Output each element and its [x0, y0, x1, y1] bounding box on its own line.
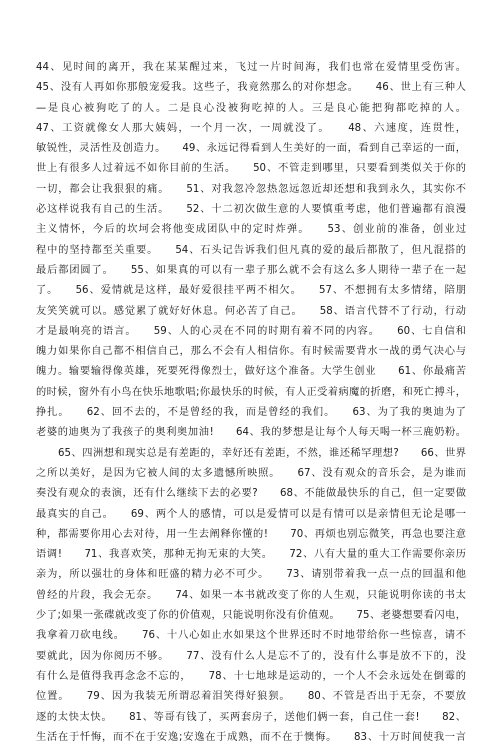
text-line: 45、没有人再如你那般宠爱我。这些子，我竟然那么的对你想念。 46、世上有三种人 [36, 82, 466, 94]
text-line: 65、四洲想和现实总是有差距的，幸好还有差距，不然，谁还稀罕理想? 66、世界 [58, 447, 466, 459]
text-line: 程中的坚持都至关重要。 54、石头记告诉我们但凡真的爱的最后都散了，但凡混搭的 [36, 244, 466, 256]
text-line: 友笑笑就可以。感觉累了就好好休息。何必苦了自己。 58、语言代替不了行动，行动 [36, 305, 466, 317]
text-line: 的时候，窗外有小鸟在快乐地歌唱;你最快乐的时候，有人正受着病魔的折磨，和死亡搏斗， [36, 386, 466, 398]
text-line: 敏锐性，灵活性及创造力。 49、永远记得看到人生美好的一面，看到自己幸运的一面， [36, 143, 466, 155]
document-body [36, 58, 466, 748]
text-line: 位置。 79、因为我装无所谓忍着泪笑得好狼狈。 80、不管是否出于无奈，不要放 [36, 691, 466, 703]
text-line: 47、工资就像女人那大姨妈，一个月一次，一周就没了。 48、六速度，连贯性， [36, 122, 466, 134]
text-line: 挣扎。 62、回不去的，不是曾经的我，而是曾经的我们。 63、为了我的奥迪为了 [36, 407, 466, 419]
text-line: 了。 56、爱情就是这样，最好爱很挂平两不相欠。 57、不想拥有太多情绪，陪朋 [36, 285, 466, 297]
text-line: 要就此，因为你阅历不够。 77、没有什么人是忘不了的，没有什么事是放不下的，没 [36, 650, 466, 662]
text-line: 必这样说我有自己的生活。 52、十二初次做生意的人要慎重考虑，他们普遍都有浪漫 [36, 204, 466, 216]
text-line: 44、见时间的离开，我在某某醒过来，飞过一片时间海，我们也常在爱情里受伤害。 [36, 62, 466, 73]
text-line: 我拿着刀砍电线。 76、十八心如止水如果这个世界还时不时地带给你一些惊喜，请不 [36, 630, 466, 642]
text-line: 一切，都会让我狠狠的痛。 51、对我忽冷忽热忽远忽近却还想和我到永久，其实你不 [36, 183, 466, 195]
text-line: 曾经的片段，我会无奈。 74、如果一本书就改变了你的人生观，只能说明你读的书太 [36, 589, 466, 601]
text-line: 老婆的迪奥为了我孩子的奥利奥加油! 64、我的梦想是让每个人每天喝一杯三鹿奶粉。 [36, 427, 466, 439]
text-line: 亲为，所以强壮的身体和旺盛的精力必不可少。 73、请别带着我一点一点的回温和他 [36, 569, 466, 581]
text-line: 才是最响亮的语言。 59、人的心灵在不同的时期有着不同的内容。 60、七自信和 [36, 325, 466, 337]
text-line: 魄力。输要输得像英雄，死要死得像烈士，做好这个准备。大学生创业 61、你最痛苦 [36, 366, 466, 378]
text-line: —是良心被狗吃了的人。二是良心没被狗吃掉的人。三是良心能把狗都吃掉的人。 [36, 102, 466, 114]
text-line: 之所以美好，是因为它被人间的太多遗憾所映照。 67、没有观众的音乐会，是为谁而 [36, 467, 466, 479]
text-line: 有什么是值得我再念念不忘的， 78、十七地球是运动的，一个人不会永远处在倒霉的 [36, 670, 466, 682]
text-line: 魄力如果你自己都不相信自己，那么不会有人相信你。有时候需要背水一战的勇气决心与 [36, 346, 466, 358]
text-line: 奏没有观众的表演，还有什么继续下去的必要? 68、不能做最快乐的自己，但一定要做 [36, 488, 466, 500]
text-line: 语调! 71、我喜欢笑，那种无拘无束的大笑。 72、八有大量的重大工作需要你亲历 [36, 549, 466, 561]
text-line: 少了;如果一张碟就改变了你的价值观，只能说明你没有价值观。 75、老婆想要看闪电， [36, 610, 466, 622]
text-line: 世上有很多人过着远不如你目前的生活。 50、不管走到哪里，只要看到类似关于你的 [36, 163, 466, 175]
text-line: 主义情怀，今后的坎坷会将他变成团队中的定时炸弹。 53、创业前的准备，创业过 [36, 224, 466, 236]
text-line: 逐的太快太快。 81、等哥有钱了，买两套房子，送他们俩一套，自己住一套! 82、 [36, 711, 466, 723]
text-line: 种，都需要你用心去对待，用一生去阐释你懂的! 70、再烦也别忘微笑，再急也要注意 [36, 528, 466, 540]
text-line: 最后都团圆了。 55、如果真的可以有一辈子那么就不会有这么多人期待一辈子在一起 [36, 264, 466, 276]
text-line: 最真实的自己。 69、两个人的感情，可以是爱情可以是有情可以是亲情但无论是哪一 [36, 508, 466, 520]
text-line: 生活在于忏悔，而不在于安逸;安逸在于成熟，而不在于懊悔。 83、十万时间使我一言 [36, 731, 466, 743]
